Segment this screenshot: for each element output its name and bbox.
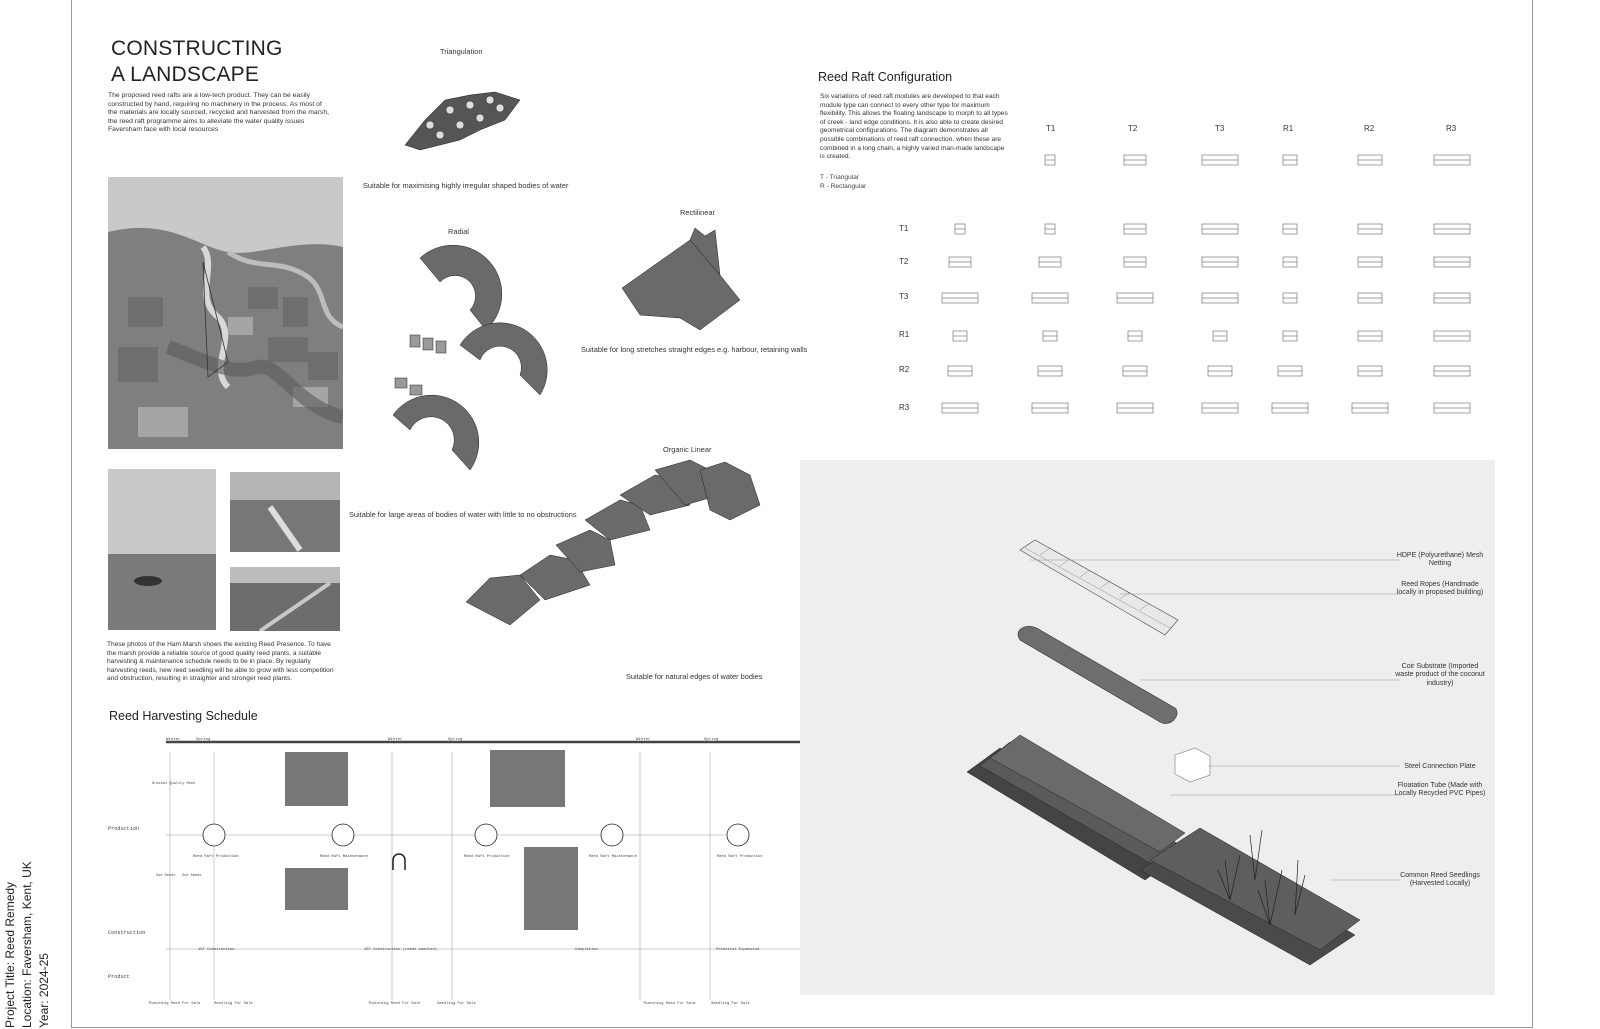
misc-label: Use Seeds [182, 874, 202, 878]
season-label: Winter [388, 738, 403, 742]
col-label-t1: T1 [1046, 124, 1056, 133]
intro-text: The proposed reed rafts are a low-tech product. They can be easily constructed by hand, requiring no machinery in the process. As most of the materials are locally sourced, recycled and harvested from the marsh, the reed raft programme aims to alleviate the water quality issues Faversham face with local resources [108, 92, 329, 134]
part-label-plate: Steel Connection Plate [1404, 763, 1476, 770]
radial-note: Suitable for large areas of bodies of water with little to no obstructions [349, 510, 577, 519]
project-location: Location: Faversham, Kent, UK [20, 861, 34, 1028]
project-title: Project Title: Reed Remedy [3, 881, 17, 1028]
raft-config-heading: Reed Raft Configuration [818, 70, 953, 84]
part-label-seedlings: Common Reed Seedlings (Harvested Locally) [1400, 872, 1480, 888]
season-label: Spring [448, 738, 463, 742]
node-label: Reed Raft Production [193, 855, 239, 859]
rectilinear-label: Rectilinear [680, 208, 715, 217]
row-product: Product [108, 974, 130, 980]
project-info [2, 788, 53, 1028]
col-label-t3: T3 [1215, 124, 1225, 133]
product-label: Thatching Reed For Sale [368, 1002, 421, 1006]
product-label: Seedling For Sale [214, 1002, 253, 1006]
row-label-t3: T3 [899, 292, 909, 301]
row-label-r3: R3 [899, 403, 910, 412]
organic-linear-note: Suitable for natural edges of water bodies [626, 672, 763, 681]
harvest-photos [285, 750, 578, 930]
product-label: Seedling For Sale [711, 1002, 750, 1006]
raft-config-description: Six variations of reed raft modules are developed to that each module type can connect to every other type for maximum flexibility. This allows the floating landscape to morph to all types of creek - land edge conditions. It is also able to create desired geometrical configurations. The diagram demonstrates all possible combinations of reed raft connection, when these are combined in a long chain, a highly varied man-made landscape is created. [820, 93, 1008, 161]
row-production: Production [108, 826, 140, 832]
node-label: Reed Raft Maintenance [589, 855, 637, 859]
construction-label: Completion [575, 948, 598, 952]
col-label-t2: T2 [1128, 124, 1138, 133]
harvest-row-labels [108, 826, 145, 980]
photos-caption: These photos of the Ham Marsh shows the existing Reed Presence. To have the marsh provide a reliable source of good quality reed plants, a suitable harvesting & maintenance schedule needs to be in place. By regularly harvesting reeds, new reed seedling will be able to grow with less competition and obstruction, resulting in straighter and stronger reed plants. [107, 641, 334, 683]
row-label-t1: T1 [899, 224, 909, 233]
season-label: Winter [636, 738, 651, 742]
part-label-ropes: Reed Ropes (Handmade locally in proposed building) [1396, 581, 1484, 597]
legend-triangular: T - Triangular [820, 174, 860, 181]
season-label: Winter [166, 738, 181, 742]
row-label-r2: R2 [899, 365, 910, 374]
triangulation-label: Triangulation [440, 47, 483, 56]
misc-label: Use Reeds [156, 874, 176, 878]
construction-labels [198, 947, 759, 952]
part-label-coir: Coir Substrate (Imported waste product of the coconut industry) [1395, 663, 1485, 687]
harvest-heading: Reed Harvesting Schedule [109, 709, 258, 723]
product-label: Thatching Reed For Sale [643, 1002, 696, 1006]
project-year: Year: 2024-25 [37, 953, 51, 1028]
misc-labels [152, 781, 201, 878]
radial-label: Radial [448, 227, 469, 236]
construction-label: 1ST Construction (reeds seedled) [364, 948, 437, 952]
part-label-mesh: HDPE (Polyurethane) Mesh Netting [1396, 552, 1484, 568]
row-label-t2: T2 [899, 257, 909, 266]
product-label: Seedling For Sale [437, 1002, 476, 1006]
part-label-tube: Floatation Tube (Made with Locally Recycled PVC Pipes) [1394, 782, 1486, 798]
node-label: Reed Raft Production [717, 855, 763, 859]
season-label: Spring [196, 738, 211, 742]
triangulation-note: Suitable for maximising highly irregular shaped bodies of water [363, 181, 569, 190]
production-node-labels [193, 854, 763, 859]
node-label: Reed Raft Production [464, 855, 510, 859]
row-label-r1: R1 [899, 330, 910, 339]
col-label-r2: R2 [1364, 124, 1375, 133]
construction-label: Potential Expansion [716, 948, 760, 952]
product-labels [148, 1001, 750, 1006]
row-construction: Construction [108, 930, 146, 936]
season-label: Spring [704, 738, 719, 742]
col-label-r1: R1 [1283, 124, 1294, 133]
organic-linear-label: Organic Linear [663, 445, 712, 454]
construction-label: 1ST Construction [198, 948, 235, 952]
misc-label: Grasses Quality Reed [152, 782, 196, 786]
product-label: Thatching Reed For Sale [148, 1002, 201, 1006]
node-label: Reed Raft Maintenance [320, 855, 368, 859]
col-label-r3: R3 [1446, 124, 1457, 133]
rectilinear-note: Suitable for long stretches straight edges e.g. harbour, retaining walls [581, 345, 808, 354]
page-title: CONSTRUCTING A LANDSCAPE [111, 37, 283, 86]
legend-rectangular: R - Rectangular [820, 183, 867, 190]
